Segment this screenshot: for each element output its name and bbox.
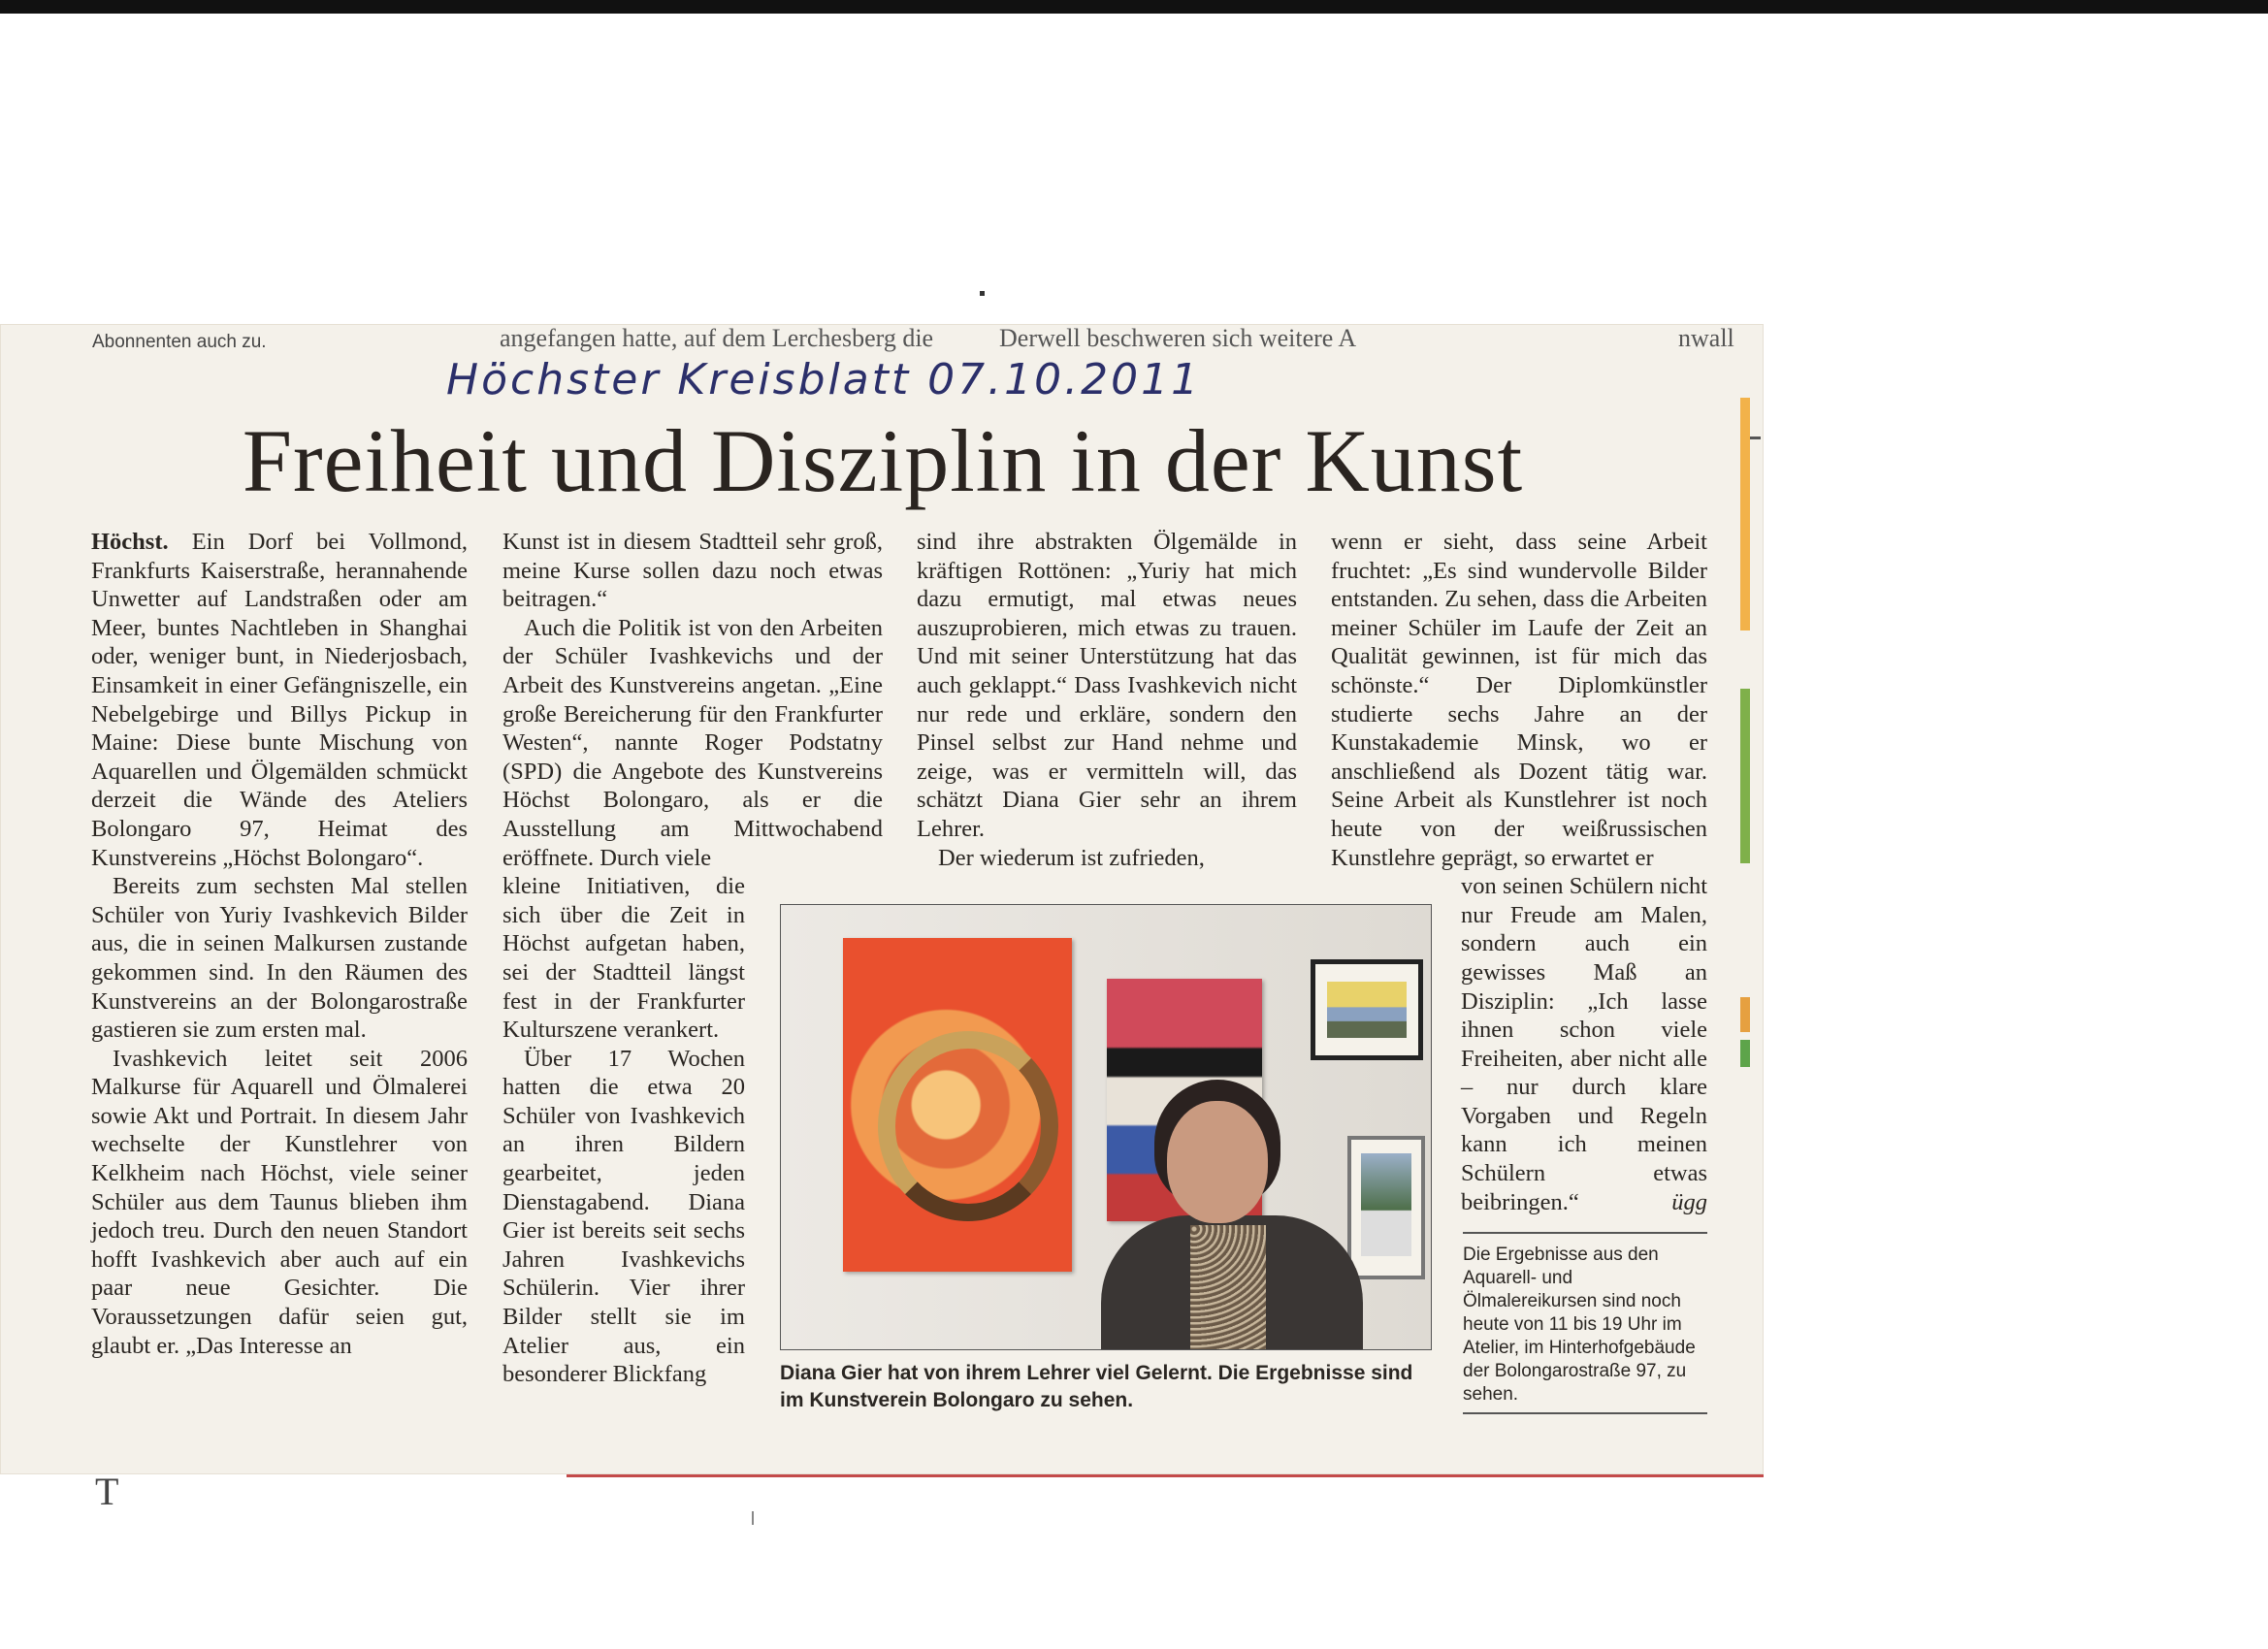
painting-swirl xyxy=(878,1031,1058,1221)
watercolor-inner xyxy=(1361,1153,1411,1256)
scan-speck xyxy=(980,291,985,296)
paragraph: Kunst ist in diesem Stadtteil sehr groß, meine Kurse sollen dazu noch etwas beitragen.“ xyxy=(502,529,883,613)
author-signature: ügg xyxy=(1671,1188,1707,1215)
framed-watercolor-bridge xyxy=(1311,959,1423,1060)
color-strip xyxy=(1740,997,1750,1032)
abstract-painting-red xyxy=(843,938,1072,1272)
paragraph-text: von seinen Schülern nicht nur Freude am Malen, sondern auch ein gewisses Maß an Disziplin: „Ich lasse ihnen schon viele Freiheiten, aber nicht alle – nur durch klare Vorgaben und Regeln kann ich meinen Schülern etwas beibringen.“ xyxy=(1461,873,1707,1215)
paragraph xyxy=(1461,872,1707,1216)
paragraph: Ivashkevich leitet seit 2006 Malkurse für Aquarell und Ölmalerei sowie Akt und Portrait. In diesem Jahr wechselte der Kunstlehrer von Kelkheim nach Höchst, viele seiner Schüler aus dem Taunus blieben ihm jedoch treu. Durch den neuen Standort hofft Ivashkevich aber auch auf ein paar neue Gesichter. Die Voraussetzungen dafür seien gut, glaubt er. „Das Interesse an xyxy=(91,1045,468,1359)
info-box: Die Ergebnisse aus den Aquarell- und Ölmalereikursen sind noch heute von 11 bis 19 Uhr im Atelier, im Hinterhofgebäude der Bolongarostraße 97, zu sehen. xyxy=(1463,1245,1696,1405)
cut-top-text-2: angefangen hatte, auf dem Lerchesberg die xyxy=(500,324,934,352)
exhibition-photo xyxy=(780,904,1432,1350)
article-column-3 xyxy=(917,528,1297,872)
photo-caption: Diana Gier hat von ihrem Lehrer viel Gelernt. Die Ergebnisse sind im Kunstverein Bolongaro zu sehen. xyxy=(780,1362,1413,1411)
article-column-1 xyxy=(91,528,468,1360)
handwritten-source-note: Höchster Kreisblatt 07.10.2011 xyxy=(446,355,1202,404)
infobox-top-rule xyxy=(1463,1232,1707,1234)
scan-mark xyxy=(752,1511,754,1525)
paragraph-text: Ein Dorf bei Vollmond, Frankfurts Kaiserstraße, herannahende Unwetter auf Landstraßen oder am Meer, buntes Nachtleben in Shanghai oder, weniger bunt, in Niederjosbach, Einsamkeit in einer Gefängniszelle, ein Nebelgebirge und Billys Pickup in Maine: Diese bunte Mischung von Aquarellen und Ölgemälden schmückt derzeit die Wände des Ateliers Bolongaro 97, Heimat des Kunstvereins „Höchst Bolongaro“. xyxy=(91,529,469,871)
paragraph: Bereits zum sechsten Mal stellen Schüler von Yuriy Ivashkevich Bilder aus, die in seinen Malkursen zustande gekommen sind. In den Räumen des Kunstvereins an der Bolongarostraße gastieren sie zum ersten mal. xyxy=(91,873,468,1044)
patterned-blouse xyxy=(1190,1225,1266,1350)
face xyxy=(1167,1101,1268,1223)
red-divider-line xyxy=(567,1474,1764,1477)
watercolor-inner xyxy=(1327,982,1407,1038)
cut-top-text-3: Derwell beschweren sich weitere A xyxy=(999,324,1357,352)
cut-bottom-text: T xyxy=(95,1470,119,1513)
cut-top-text-4: nwall xyxy=(1678,324,1734,352)
newspaper-clipping xyxy=(0,324,1764,1513)
paragraph xyxy=(91,528,468,872)
paragraph: Der wiederum ist zufrieden, xyxy=(938,844,1205,871)
infobox-bottom-rule xyxy=(1463,1412,1707,1414)
portrait-of-woman xyxy=(1101,1080,1363,1350)
color-strip xyxy=(1740,689,1750,863)
cut-top-text-1: Abonnenten auch zu. xyxy=(92,332,267,352)
paragraph: kleine Initiativen, die sich über die Zeit in Höchst aufgetan haben, sei der Stadtteil längst fest in der Frankfurter Kulturszene verankert. xyxy=(502,873,745,1044)
color-strip xyxy=(1740,1040,1750,1067)
color-strip xyxy=(1740,398,1750,630)
paragraph: Über 17 Wochen hatten die etwa 20 Schüler von Ivashkevich an ihren Bildern gearbeitet, jeden Dienstagabend. Diana Gier ist bereits seit sechs Jahren Ivashkevichs Schülerin. Vier ihrer Bilder stellt sie im Atelier aus, ein besonderer Blickfang xyxy=(502,1045,745,1388)
paragraph: wenn er sieht, dass seine Arbeit fruchtet: „Es sind wundervolle Bilder entstanden. Zu sehen, dass die Arbeiten meiner Schüler im Laufe der Zeit an Qualität gewinnen, ist für mich das schönste.“ Der Diplomkünstler studierte sechs Jahre an der Kunstakademie Minsk, wo er anschließend als Dozent tätig war. Seine Arbeit als Kunstlehrer ist noch heute von der weißrussischen Kunstlehre geprägt, so erwartet er xyxy=(1331,529,1707,871)
headline: Freiheit und Disziplin in der Kunst xyxy=(242,411,1524,510)
paragraph: sind ihre abstrakten Ölgemälde in kräftigen Rottönen: „Yuriy hat mich dazu ermutigt, mal etwas neues auszuprobieren, mich etwas zu trauen. Und mit seiner Unterstützung hat das auch geklappt.“ Dass Ivashkevich nicht nur rede und erkläre, sondern den Pinsel selbst zur Hand nehme und zeige, was er vermitteln will, das schätzt Diana Gier sehr an ihrem Lehrer. xyxy=(917,529,1297,842)
scan-top-border xyxy=(0,0,2268,14)
dateline: Höchst. xyxy=(91,529,169,555)
paragraph: Auch die Politik ist von den Arbeiten der Schüler Ivashkevichs und der Arbeit des Kunstvereins angetan. „Eine große Bereicherung für den Frankfurter Westen“, nannte Roger Podstatny (SPD) die Angebote des Kunstvereins Höchst Bolongaro, als er die Ausstellung am Mittwochabend eröffnete. Durch viele xyxy=(502,614,883,871)
